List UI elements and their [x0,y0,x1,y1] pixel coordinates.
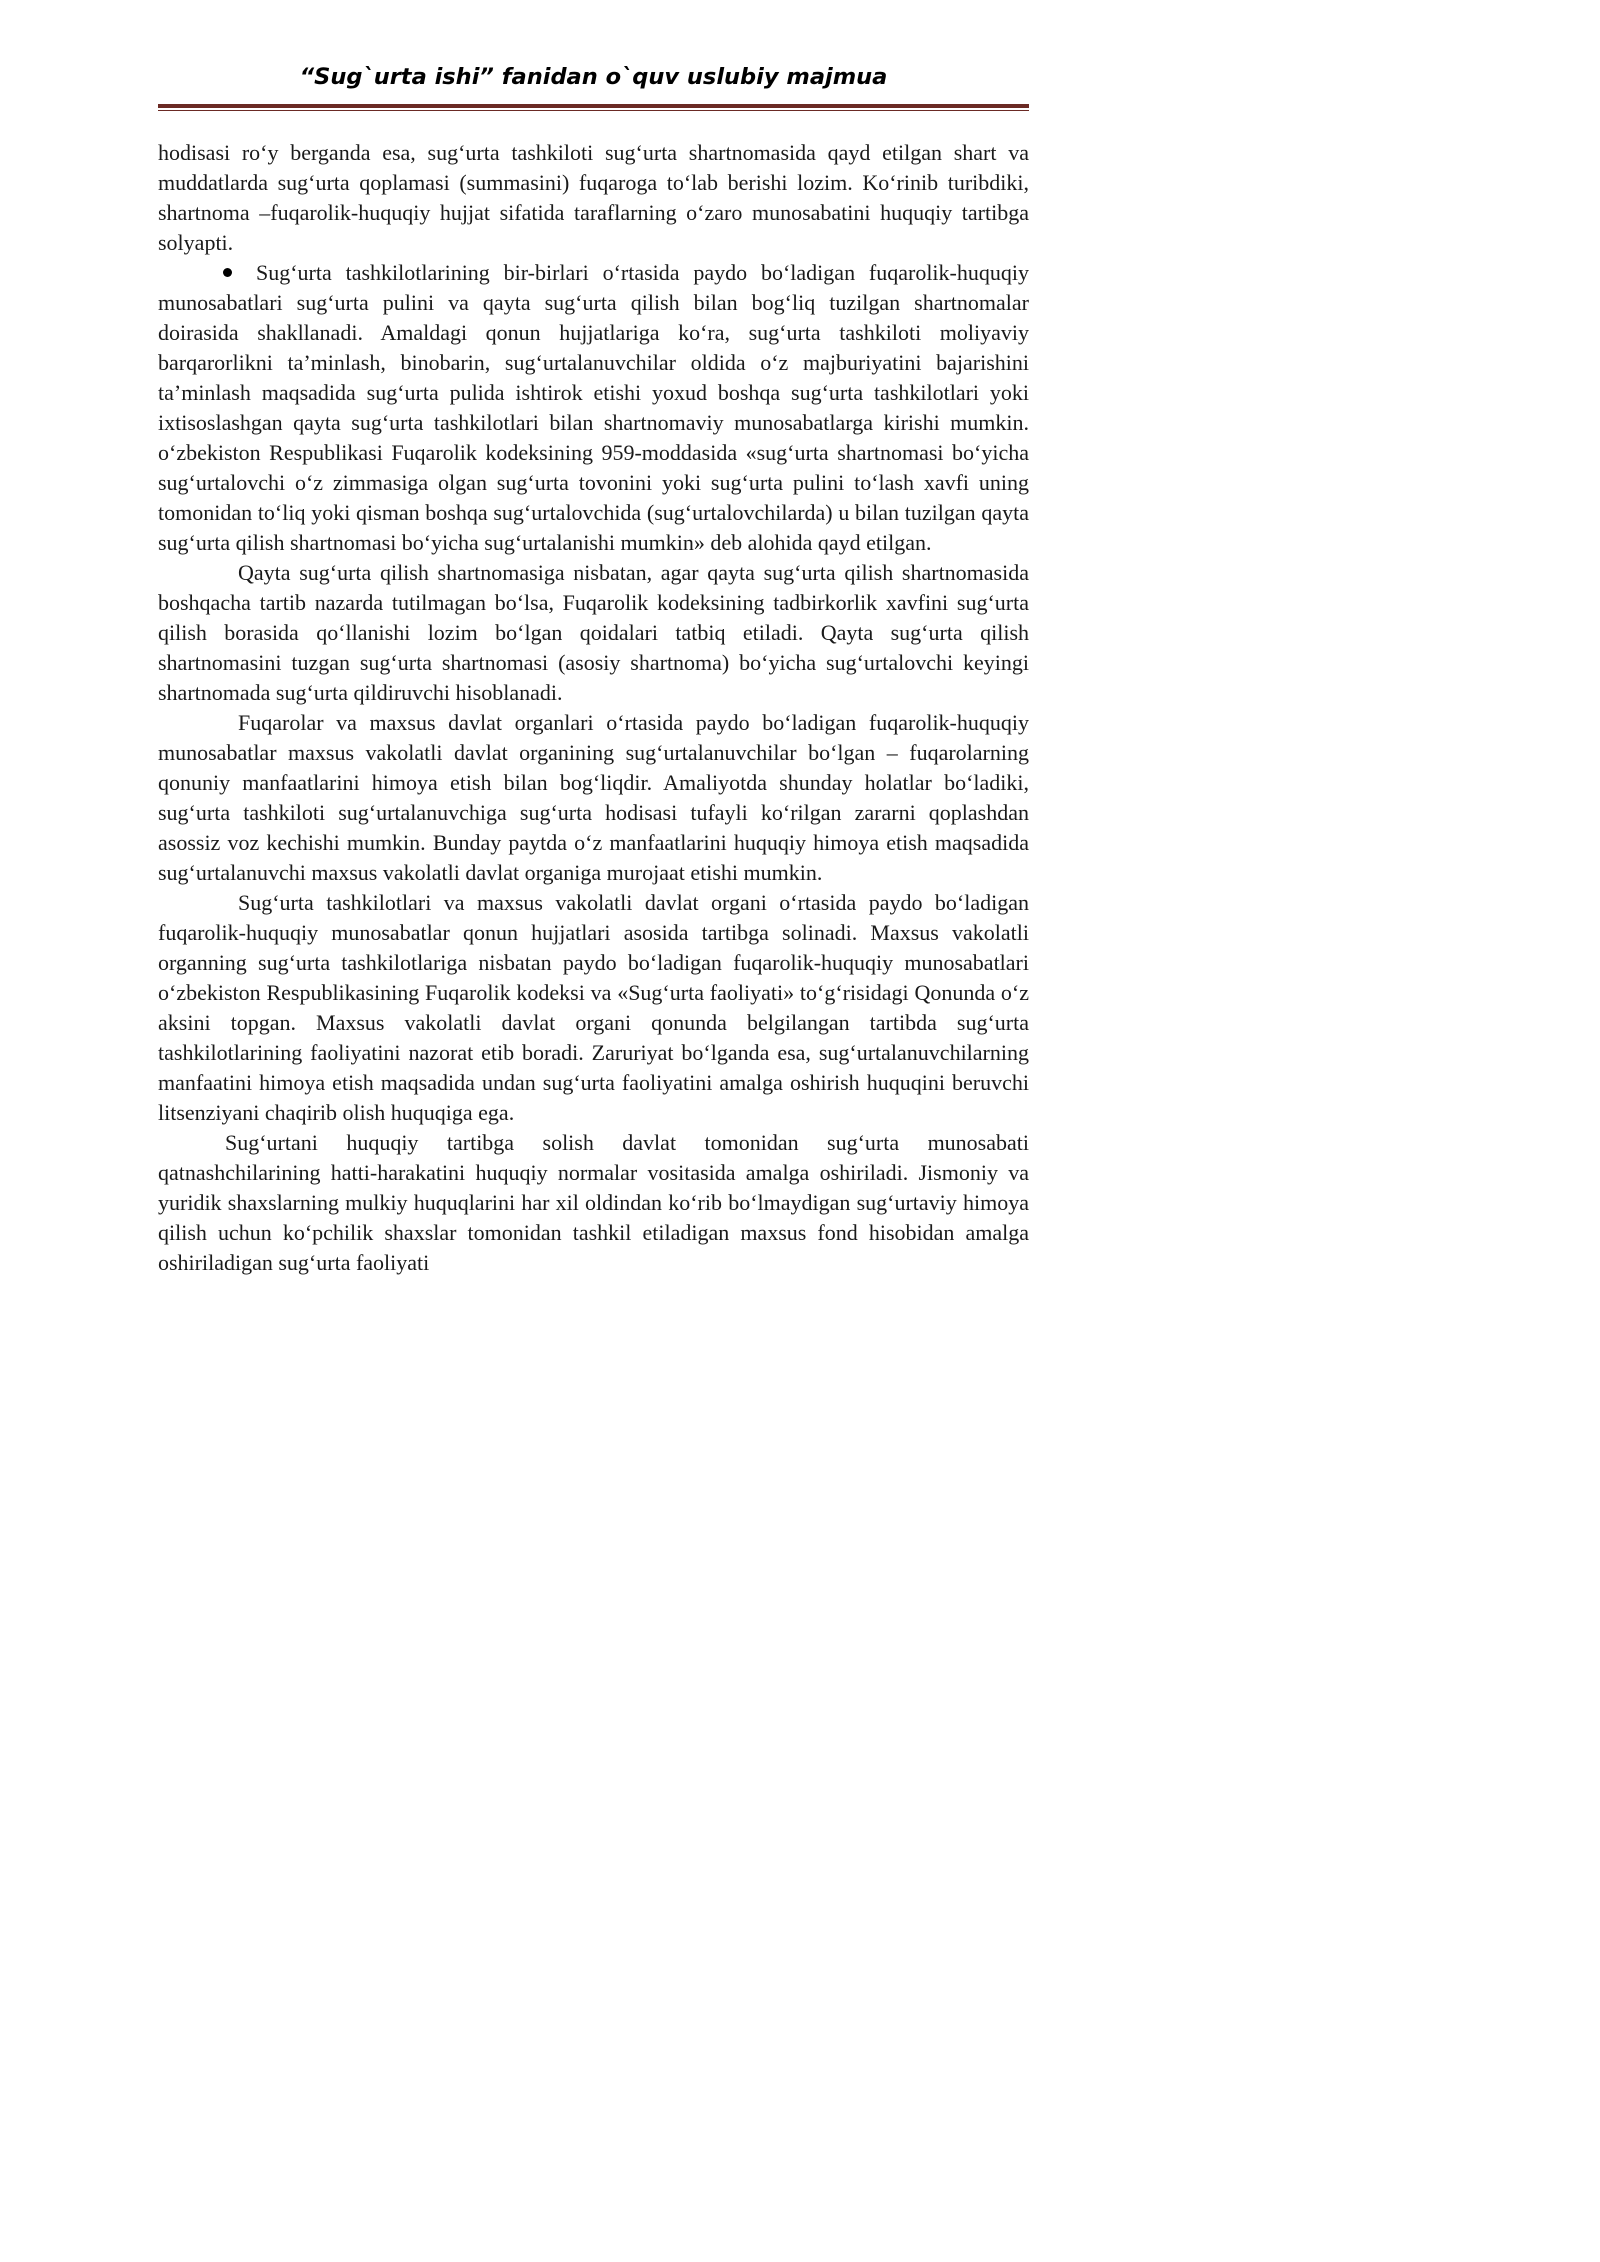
paragraph: Qayta sug‘urta qilish shartnomasiga nisbatan, agar qayta sug‘urta qilish shartnomasida boshqacha tartib nazarda tutilmagan bo‘lsa, Fuqarolik kodeksining tadbirkorlik xavfini sug‘urta qilish borasida qo‘llanishi lozim bo‘lgan qoidalari tatbiq etiladi. Qayta sug‘urta qilish shartnomasini tuzgan sug‘urta shartnomasi (asosiy shartnoma) bo‘yicha sug‘urtalovchi keyingi shartnomada sug‘urta qildiruvchi hisoblanadi. [158,560,1029,705]
paragraph: Sug‘urta tashkilotlari va maxsus vakolatli davlat organi o‘rtasida paydo bo‘ladigan fuqarolik-huquqiy munosabatlar qonun hujjatlari asosida tartibga solinadi. Maxsus vakolatli organning sug‘urta tashkilotlariga nisbatan paydo bo‘ladigan fuqarolik-huquqiy munosabatlari o‘zbekiston Respublikasining Fuqarolik kodeksi va «Sug‘urta faoliyati» to‘g‘risidagi Qonunda o‘z aksini topgan. Maxsus vakolatli davlat organi qonunda belgilangan tartibda sug‘urta tashkilotlarining faoliyatini nazorat etib boradi. Zaruriyat bo‘lganda esa, sug‘urtalanuvchilarning manfaatini himoya etish maqsadida undan sug‘urta faoliyatini amalga oshirish huquqini beruvchi litsenziyani chaqirib olish huquqiga ega. [158,890,1029,1125]
document-body [158,138,1029,1278]
header-rule-thick [158,104,1029,108]
page-header-title: “Sug`urta ishi” fanidan o`quv uslubiy majmua [299,64,888,90]
paragraph-continued: hodisasi ro‘y berganda esa, sug‘urta tashkiloti sug‘urta shartnomasida qayd etilgan shart va muddatlarda sug‘urta qoplamasi (summasini) fuqaroga to‘lab berishi lozim. Ko‘rinib turibdiki, shartnoma –fuqarolik-huquqiy hujjat sifatida taraflarning o‘zaro munosabatini huquqiy tartibga solyapti. [158,140,1029,255]
bullet-icon [223,268,232,277]
bullet-paragraph [158,258,1029,558]
header-rule-thin [158,110,1029,111]
bullet-paragraph-text: Sug‘urta tashkilotlarining bir-birlari o‘rtasida paydo bo‘ladigan fuqarolik-huquqiy munosabatlari sug‘urta pulini va qayta sug‘urta qilish bilan bog‘liq tuzilgan shartnomalar doirasida shakllanadi. Amaldagi qonun hujjatlariga ko‘ra, sug‘urta tashkiloti moliyaviy barqarorlikni ta’minlash, binobarin, sug‘urtalanuvchilar oldida o‘z majburiyatini bajarishini ta’minlash maqsadida sug‘urta pulida ishtirok etishi yoxud boshqa sug‘urta tashkilotlari yoki ixtisoslashgan qayta sug‘urta tashkilotlari bilan shartnomaviy munosabatlarga kirishi mumkin. o‘zbekiston Respublikasi Fuqarolik kodeksining 959-moddasida «sug‘urta shartnomasi bo‘yicha sug‘urtalovchi o‘z zimmasiga olgan sug‘urta tovonini yoki sug‘urta pulini to‘lash xavfi uning tomonidan to‘liq yoki qisman boshqa sug‘urtalovchida (sug‘urtalovchilarda) u bilan tuzilgan qayta sug‘urta qilish shartnomasi bo‘yicha sug‘urtalanishi mumkin» deb alohida qayd etilgan. [158,260,1029,555]
document-page [0,0,1110,1571]
paragraph: Sug‘urtani huquqiy tartibga solish davlat tomonidan sug‘urta munosabati qatnashchilarining hatti-harakatini huquqiy normalar vositasida amalga oshiriladi. Jismoniy va yuridik shaxslarning mulkiy huquqlarini har xil oldindan ko‘rib bo‘lmaydigan sug‘urtaviy himoya qilish uchun ko‘pchilik shaxslar tomonidan tashkil etiladigan maxsus fond hisobidan amalga oshiriladigan sug‘urta faoliyati [158,1130,1029,1275]
paragraph: Fuqarolar va maxsus davlat organlari o‘rtasida paydo bo‘ladigan fuqarolik-huquqiy munosabatlar maxsus vakolatli davlat organining sug‘urtalanuvchilar bo‘lgan – fuqarolarning qonuniy manfaatlarini himoya etish bilan bog‘liqdir. Amaliyotda shunday holatlar bo‘ladiki, sug‘urta tashkiloti sug‘urtalanuvchiga sug‘urta hodisasi tufayli ko‘rilgan zararni qoplashdan asossiz voz kechishi mumkin. Bunday paytda o‘z manfaatlarini huquqiy himoya etish maqsadida sug‘urtalanuvchi maxsus vakolatli davlat organiga murojaat etishi mumkin. [158,710,1029,885]
